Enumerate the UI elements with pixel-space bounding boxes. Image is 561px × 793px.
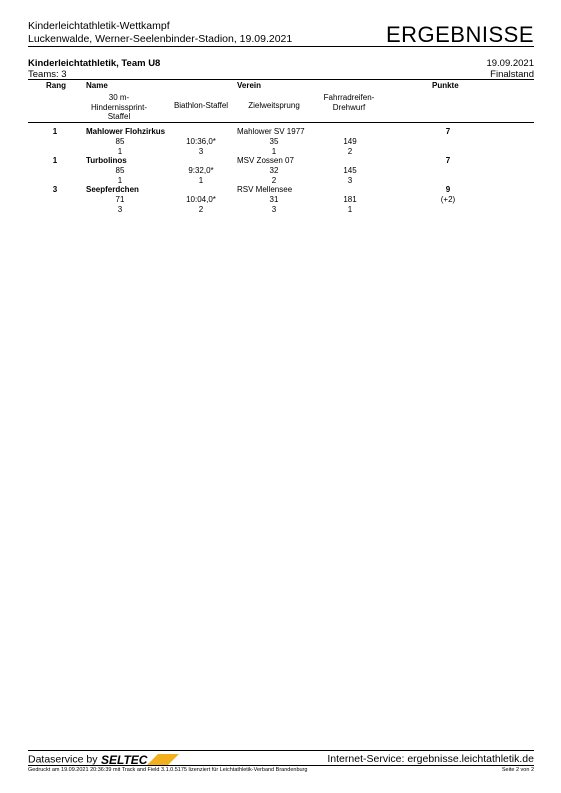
row-perf-3: 32 bbox=[269, 166, 279, 175]
competition-status: Finalstand bbox=[490, 69, 534, 80]
row-team-name: Turbolinos bbox=[86, 156, 127, 165]
internet-service: Internet-Service: ergebnisse.leichtathletik.de bbox=[327, 753, 534, 765]
row-points: 7 bbox=[445, 127, 451, 136]
page-number: Seite 2 von 2 bbox=[501, 767, 534, 773]
row-perf-2: 10:04,0* bbox=[186, 195, 216, 204]
row-perf-1: 71 bbox=[115, 195, 125, 204]
row-rank: 3 bbox=[52, 185, 58, 194]
table-header-border bbox=[28, 122, 534, 123]
competition-info bbox=[28, 58, 160, 80]
row-place-4: 3 bbox=[347, 176, 353, 185]
dataservice-label: Dataservice by bbox=[28, 753, 98, 766]
competition-title: Kinderleichtathletik, Team U8 bbox=[28, 58, 161, 69]
row-place-3: 2 bbox=[271, 176, 277, 185]
event-header bbox=[28, 20, 292, 45]
row-rank: 1 bbox=[52, 156, 58, 165]
table-top-border bbox=[28, 79, 534, 80]
teams-count: Teams: 3 bbox=[28, 69, 67, 80]
row-place-2: 2 bbox=[198, 205, 204, 214]
competition-date: 19.09.2021 bbox=[486, 58, 534, 69]
row-perf-3: 35 bbox=[269, 137, 279, 146]
row-points: 9 bbox=[445, 185, 451, 194]
column-points: Punkte bbox=[432, 81, 459, 90]
row-points: 7 bbox=[445, 156, 451, 165]
column-name: Name bbox=[86, 81, 108, 90]
row-club: Mahlower SV 1977 bbox=[237, 127, 305, 136]
column-disc-target-jump: Zielweitsprung bbox=[248, 101, 300, 110]
row-perf-2: 10:36,0* bbox=[186, 137, 216, 146]
column-club: Verein bbox=[237, 81, 262, 90]
row-points-extra: (+2) bbox=[440, 195, 456, 204]
event-name: Kinderleichtathletik-Wettkampf bbox=[28, 20, 170, 32]
footer-divider-2 bbox=[28, 765, 534, 766]
row-rank: 1 bbox=[52, 127, 58, 136]
row-place-4: 1 bbox=[347, 205, 353, 214]
row-perf-4: 145 bbox=[343, 166, 357, 175]
row-place-3: 1 bbox=[271, 147, 277, 156]
column-disc-biathlon: Biathlon-Staffel bbox=[173, 101, 229, 110]
svg-text:SELTEC: SELTEC bbox=[101, 753, 148, 766]
competition-meta bbox=[486, 58, 534, 80]
row-perf-4: 181 bbox=[343, 195, 357, 204]
column-disc-hurdle-sprint: 30 m-Hindernissprint-Staffel bbox=[90, 93, 148, 121]
column-disc-tire-throw: Fahrradreifen-Drehwurf bbox=[323, 93, 375, 112]
row-place-1: 1 bbox=[117, 176, 123, 185]
row-perf-2: 9:32,0* bbox=[188, 166, 214, 175]
footer-divider bbox=[28, 750, 534, 751]
row-place-3: 3 bbox=[271, 205, 277, 214]
row-place-2: 1 bbox=[198, 176, 204, 185]
row-place-1: 3 bbox=[117, 205, 123, 214]
row-team-name: Mahlower Flohzirkus bbox=[86, 127, 166, 136]
row-perf-4: 149 bbox=[343, 137, 357, 146]
row-club: RSV Mellensee bbox=[237, 185, 293, 194]
row-place-1: 1 bbox=[117, 147, 123, 156]
row-place-4: 2 bbox=[347, 147, 353, 156]
print-info: Gedruckt am 19.09.2021 20:36:39 mit Track and Field 3.1.0.5175 lizenziert für Leichtathletik-Verband Brandenburg bbox=[28, 767, 308, 773]
row-perf-1: 85 bbox=[115, 166, 125, 175]
row-club: MSV Zossen 07 bbox=[237, 156, 294, 165]
header-divider bbox=[28, 46, 534, 47]
row-perf-1: 85 bbox=[115, 137, 125, 146]
row-team-name: Seepferdchen bbox=[86, 185, 139, 194]
row-perf-3: 31 bbox=[269, 195, 279, 204]
column-rank: Rang bbox=[46, 81, 66, 90]
document-title: ERGEBNISSE bbox=[385, 22, 534, 47]
event-venue: Luckenwalde, Werner-Seelenbinder-Stadion, 19.09.2021 bbox=[28, 32, 293, 45]
row-place-2: 3 bbox=[198, 147, 204, 156]
